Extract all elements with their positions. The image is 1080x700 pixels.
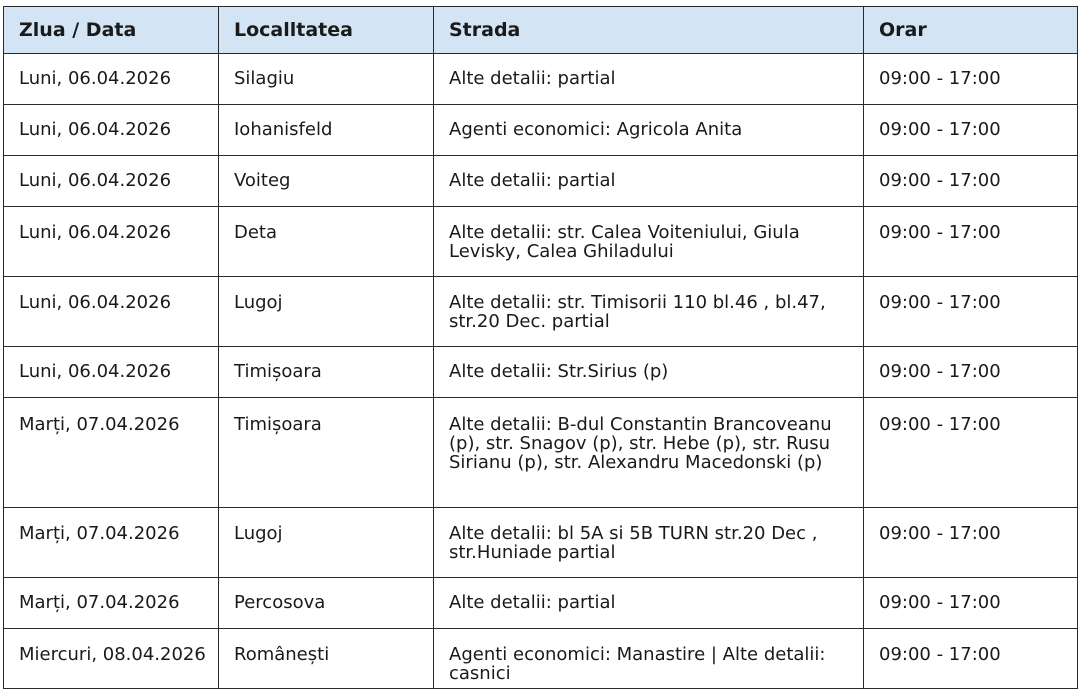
cell-street: Agenti economici: Agricola Anita xyxy=(434,105,864,156)
cell-locality: Voiteg xyxy=(219,156,434,207)
cell-date: Marți, 07.04.2026 xyxy=(4,508,219,578)
cell-hours: 09:00 - 17:00 xyxy=(864,398,1078,508)
cell-locality: Iohanisfeld xyxy=(219,105,434,156)
cell-date: Luni, 06.04.2026 xyxy=(4,347,219,398)
cell-locality: Percosova xyxy=(219,578,434,629)
cell-hours: 09:00 - 17:00 xyxy=(864,105,1078,156)
table-row xyxy=(4,156,1078,207)
cell-street: Alte detalii: partial xyxy=(434,54,864,105)
table-row xyxy=(4,207,1078,277)
table-row xyxy=(4,105,1078,156)
cell-date: Luni, 06.04.2026 xyxy=(4,277,219,347)
cell-street: Alte detalii: Str.Sirius (p) xyxy=(434,347,864,398)
cell-date: Marți, 07.04.2026 xyxy=(4,398,219,508)
header-street: Strada xyxy=(434,7,864,54)
table-row xyxy=(4,347,1078,398)
table-row xyxy=(4,629,1078,689)
cell-street: Alte detalii: partial xyxy=(434,156,864,207)
table-header-row xyxy=(4,7,1078,54)
header-locality: Localltatea xyxy=(219,7,434,54)
cell-date: Luni, 06.04.2026 xyxy=(4,54,219,105)
cell-street: Alte detalii: B-dul Constantin Brancoveanu (p), str. Snagov (p), str. Hebe (p), str. Rusu Sirianu (p), str. Alexandru Macedonski (p) xyxy=(434,398,864,508)
cell-date: Luni, 06.04.2026 xyxy=(4,207,219,277)
cell-date: Miercuri, 08.04.2026 xyxy=(4,629,219,689)
cell-locality: Timișoara xyxy=(219,398,434,508)
table-row xyxy=(4,508,1078,578)
cell-locality: Lugoj xyxy=(219,508,434,578)
table-row xyxy=(4,398,1078,508)
cell-hours: 09:00 - 17:00 xyxy=(864,508,1078,578)
cell-hours: 09:00 - 17:00 xyxy=(864,629,1078,689)
cell-hours: 09:00 - 17:00 xyxy=(864,277,1078,347)
cell-hours: 09:00 - 17:00 xyxy=(864,347,1078,398)
cell-locality: Timișoara xyxy=(219,347,434,398)
cell-street: Alte detalii: str. Timisorii 110 bl.46 , bl.47, str.20 Dec. partial xyxy=(434,277,864,347)
outage-schedule-table xyxy=(3,6,1078,689)
cell-hours: 09:00 - 17:00 xyxy=(864,207,1078,277)
cell-street: Agenti economici: Manastire | Alte detalii: casnici xyxy=(434,629,864,689)
cell-hours: 09:00 - 17:00 xyxy=(864,156,1078,207)
cell-street: Alte detalii: partial xyxy=(434,578,864,629)
cell-street: Alte detalii: str. Calea Voiteniului, Giula Levisky, Calea Ghiladului xyxy=(434,207,864,277)
cell-date: Marți, 07.04.2026 xyxy=(4,578,219,629)
table-row xyxy=(4,277,1078,347)
cell-locality: Deta xyxy=(219,207,434,277)
cell-locality: Silagiu xyxy=(219,54,434,105)
header-hours: Orar xyxy=(864,7,1078,54)
cell-date: Luni, 06.04.2026 xyxy=(4,156,219,207)
cell-locality: Lugoj xyxy=(219,277,434,347)
table-row xyxy=(4,54,1078,105)
cell-street: Alte detalii: bl 5A si 5B TURN str.20 Dec , str.Huniade partial xyxy=(434,508,864,578)
table-row xyxy=(4,578,1078,629)
cell-date: Luni, 06.04.2026 xyxy=(4,105,219,156)
cell-locality: Românești xyxy=(219,629,434,689)
cell-hours: 09:00 - 17:00 xyxy=(864,54,1078,105)
cell-hours: 09:00 - 17:00 xyxy=(864,578,1078,629)
header-date: Zlua / Data xyxy=(4,7,219,54)
